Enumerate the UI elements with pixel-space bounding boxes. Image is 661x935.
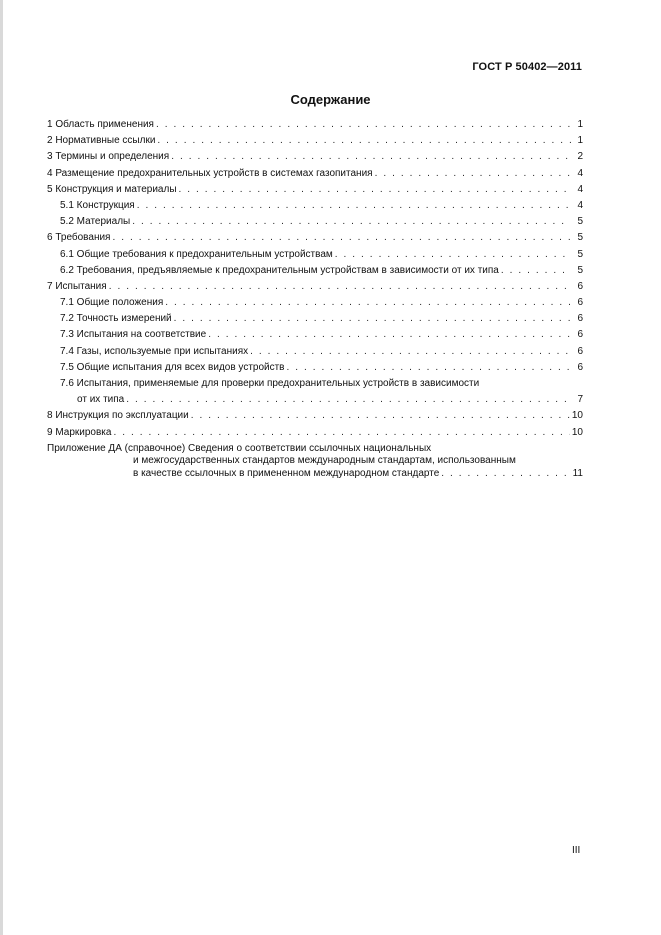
toc-entry-label: 5.2 Материалы — [60, 216, 131, 228]
toc-subentry[interactable] — [47, 200, 583, 216]
page-edge — [0, 0, 3, 935]
leader-dots — [165, 297, 571, 308]
toc-entry-page: 1 — [577, 119, 583, 130]
toc-entry-label: 7.3 Испытания на соответствие — [60, 329, 207, 341]
leader-dots — [250, 346, 571, 357]
toc-entry-page: 5 — [577, 216, 583, 228]
toc-entry-page: 4 — [577, 167, 583, 179]
toc-subentry[interactable] — [47, 249, 583, 265]
toc-subentry[interactable] — [47, 313, 583, 329]
toc-subentry[interactable] — [47, 329, 583, 345]
leader-dots — [174, 313, 571, 324]
toc-entry[interactable] — [47, 281, 583, 297]
toc-subentry[interactable] — [47, 216, 583, 232]
toc-entry[interactable] — [47, 168, 583, 184]
toc-entry-label: 7.4 Газы, используемые при испытаниях — [60, 345, 249, 357]
toc-entry-label: 6.2 Требования, предъявляемые к предохранительным устройствам в зависимости от их типа — [60, 264, 499, 276]
appendix-entry-line1[interactable] — [47, 443, 583, 456]
toc-entry[interactable] — [47, 410, 583, 426]
toc-entry-label: 7.5 Общие испытания для всех видов устройств — [60, 361, 285, 373]
toc-entry-label: 8 Инструкция по эксплуатации — [47, 410, 189, 422]
leader-dots — [375, 168, 571, 179]
leader-dots — [137, 200, 571, 211]
toc-entry-label: 2 Нормативные ссылки — [47, 135, 156, 147]
page-number: III — [572, 845, 581, 856]
toc-entry-page: 11 — [572, 467, 583, 479]
document-code: ГОСТ Р 50402—2011 — [472, 61, 582, 73]
toc-entry-page: 5 — [577, 232, 583, 244]
toc-entry[interactable] — [47, 427, 583, 443]
appendix-entry-line3[interactable] — [47, 468, 583, 484]
toc-entry-label: 5 Конструкция и материалы — [47, 183, 177, 195]
toc-entry-label: 9 Маркировка — [47, 426, 112, 438]
leader-dots — [112, 232, 571, 243]
leader-dots — [191, 410, 570, 421]
leader-dots — [287, 362, 572, 373]
toc-entry-label: 5.1 Конструкция — [60, 199, 135, 211]
toc-entry[interactable] — [47, 151, 583, 167]
toc-entry-page: 5 — [577, 248, 583, 260]
appendix-entry-line2[interactable] — [47, 455, 583, 468]
toc-entry-page: 10 — [571, 410, 583, 422]
toc-entry-page: 4 — [577, 183, 583, 195]
leader-dots — [113, 427, 569, 438]
toc-entry[interactable] — [47, 184, 583, 200]
toc-entry-label-continuation: от их типа — [77, 394, 125, 406]
toc-entry-page: 5 — [577, 264, 583, 276]
toc-entry-label: 6.1 Общие требования к предохранительным устройствам — [60, 248, 333, 260]
toc-entry-page: 10 — [571, 426, 583, 438]
page-title: Содержание — [290, 92, 371, 107]
toc-entry[interactable] — [47, 232, 583, 248]
toc-entry-label: 7.6 Испытания, применяемые для проверки предохранительных устройств в зависимости — [60, 378, 480, 389]
toc-entry-page: 2 — [577, 151, 583, 163]
appendix-label: и межгосударственных стандартов международным стандартам, использованным — [133, 455, 516, 467]
leader-dots — [109, 281, 571, 292]
toc-entry-page: 1 — [577, 135, 583, 147]
toc-subentry[interactable] — [47, 297, 583, 313]
leader-dots — [501, 265, 571, 276]
toc-entry-page: 7 — [577, 394, 583, 406]
table-of-contents — [47, 119, 583, 484]
toc-entry-label: 3 Термины и определения — [47, 151, 170, 163]
appendix-label: Приложение ДА (справочное) Сведения о соответствии ссылочных национальных — [47, 442, 432, 454]
toc-subentry[interactable] — [47, 362, 583, 378]
leader-dots — [156, 119, 571, 130]
appendix-label: в качестве ссылочных в примененном международном стандарте — [133, 467, 440, 479]
toc-entry-label: 7.1 Общие положения — [60, 297, 164, 309]
toc-entry-page: 6 — [577, 329, 583, 341]
leader-dots — [179, 184, 571, 195]
toc-subentry[interactable] — [47, 346, 583, 362]
leader-dots — [335, 249, 571, 260]
leader-dots — [171, 151, 571, 162]
leader-dots — [441, 468, 570, 479]
leader-dots — [126, 394, 571, 405]
leader-dots — [208, 329, 571, 340]
toc-entry-label: 7.2 Точность измерений — [60, 313, 172, 325]
toc-subentry[interactable] — [47, 265, 583, 281]
toc-entry[interactable] — [47, 135, 583, 151]
toc-entry-label: 4 Размещение предохранительных устройств в системах газопитания — [47, 167, 373, 179]
toc-entry-label: 7 Испытания — [47, 280, 107, 292]
toc-entry-page: 6 — [577, 345, 583, 357]
toc-entry[interactable] — [47, 119, 583, 135]
toc-subentry-first-line[interactable] — [47, 378, 583, 394]
toc-entry-label: 1 Область применения — [47, 119, 154, 130]
toc-subentry-continuation[interactable] — [47, 394, 583, 410]
toc-entry-page: 6 — [577, 313, 583, 325]
toc-entry-page: 6 — [577, 361, 583, 373]
leader-dots — [157, 135, 571, 146]
toc-entry-page: 4 — [577, 199, 583, 211]
toc-entry-page: 6 — [577, 280, 583, 292]
toc-entry-page: 6 — [577, 297, 583, 309]
toc-entry-label: 6 Требования — [47, 232, 111, 244]
leader-dots — [132, 216, 571, 227]
